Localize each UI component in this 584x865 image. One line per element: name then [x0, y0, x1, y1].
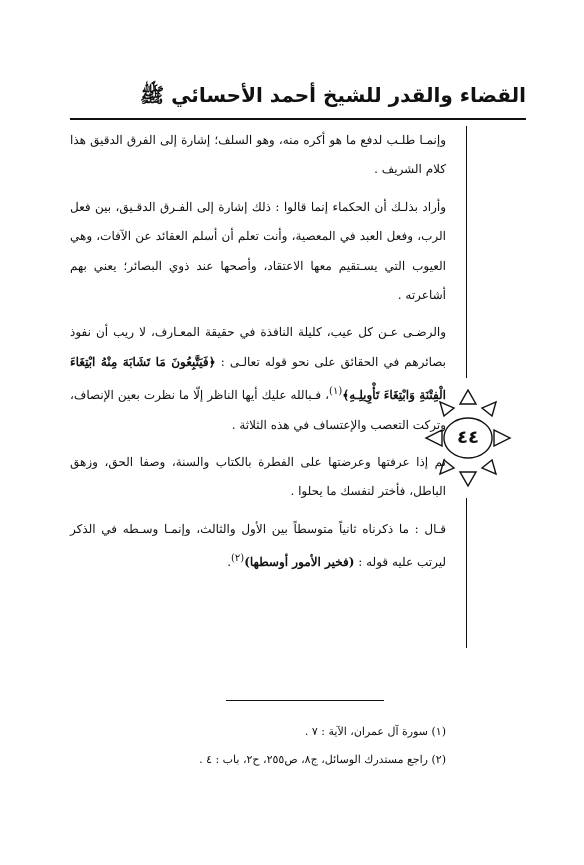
paragraph-3-text-start: والرضـى عـن كل عيب، كليلة النافذة في حقيقة المعـارف، لا ريب أن نفوذ بصائرهم في الحقائق على نحو قوله تعالـى :: [70, 325, 446, 369]
paragraph-4: ثم إذا عرفتها وعرضتها على الفطرة بالكتاب والسنة، وصفا الحق، وزهق الباطل، فأختر لنفسك ما يحلوا .: [70, 455, 446, 499]
paragraph-1: وإنمـا طلـب لدفع ما هو أكره منه، وهو السلف؛ إشارة إلى الفرق الدقيق هذا كلام الشريف .: [70, 133, 446, 177]
footnote-1: (١) سورة آل عمران، الآية : ٧ .: [304, 725, 446, 738]
margin-rule-top: [466, 126, 467, 378]
quran-verse: ﴿فَيَتَّبِعُونَ مَا تَشَابَهَ مِنْهُ ابْتِغَاءَ الْفِتْنَةِ وَابْتِغَاءَ تَأْوِيلِـهِ﴾: [70, 354, 446, 403]
running-header-title: القضاء والقدر للشيخ أحمد الأحسائي ﷺ: [139, 83, 526, 107]
footnote-ref-2: (٢): [231, 553, 245, 565]
footnote-ref-1: (١): [329, 386, 343, 398]
page-number: ٤٤: [457, 427, 479, 448]
footnote-2: (٢) راجع مستدرك الوسائل، ج٨، ص٢٥٥، ح٢، باب : ٤ .: [199, 753, 446, 766]
footnotes: [70, 718, 446, 774]
header-rule: [70, 118, 526, 120]
margin-rule-bottom: [466, 498, 467, 648]
paragraph-5-text: قـال : ما ذكرناه ثانياً متوسطاً بين الأول والثالث، وإنمـا وسـطه في الذكر ليرتب عليه قوله :: [70, 521, 446, 570]
paragraph-5-end: .: [227, 555, 232, 570]
paragraph-3-text-end: ، فـبالله عليك أيها الناظر إلّا ما نظرت بعين الإنصاف، وتركت التعصب والإعتساف في هذه الثلاثة .: [70, 388, 446, 432]
hadith-quote: (فخير الأمور أوسطها): [244, 555, 355, 570]
paragraph-3: [70, 318, 446, 440]
paragraph-5: [70, 515, 446, 578]
paragraph-2: وأراد بذلـك أن الحكماء إنما قالوا : ذلك إشارة إلى الفـرق الدقـيق، بين فعل الرب، وفعل العبد في المعصية، وأنت تعلم أن أسلم العقائد عن الآفات، وهي العيوب التي يسـتقيم معها الاعتقاد، وأصحها عند ذوي البصائر؛ يعني بهم أشاعرته .: [70, 199, 446, 303]
body-text: [70, 126, 446, 578]
footnote-rule: [226, 700, 384, 701]
